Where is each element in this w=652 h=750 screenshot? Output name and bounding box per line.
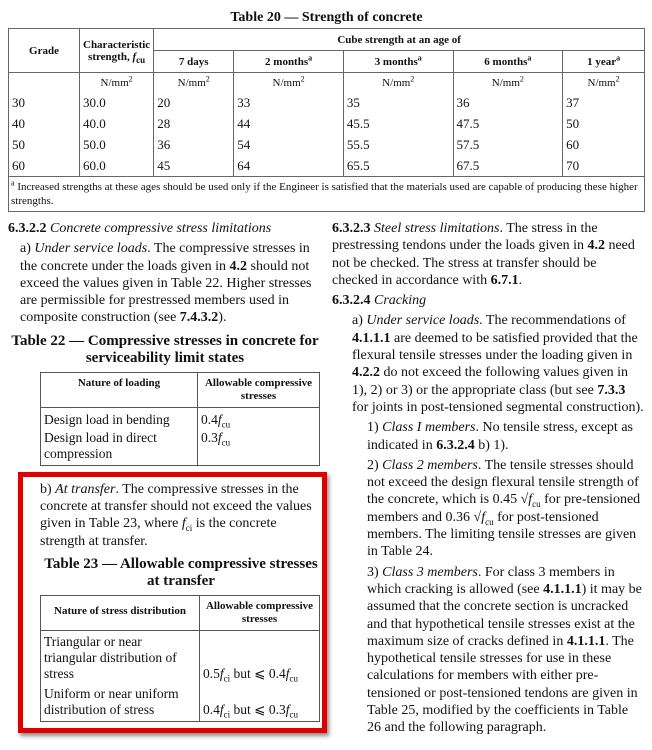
text-run: f [285, 701, 290, 717]
text-run: 2) [367, 457, 383, 473]
table-cell: 45 [154, 155, 234, 177]
left-column [8, 220, 322, 740]
paragraph-class-2 [367, 457, 644, 561]
text-run: 6.3.2.4 [332, 293, 374, 309]
text-run: 6.7.1 [490, 272, 519, 288]
text-run: are deemed to be satisfied provided that the flexural tensile stresses under the loading given in [352, 330, 638, 364]
text-run: cu [485, 516, 494, 527]
table-cell: 36 [453, 92, 563, 113]
paragraph-class-1 [367, 419, 644, 454]
table-cell: 33 [234, 92, 344, 113]
table-cell: 40.0 [80, 113, 154, 134]
text-run: b) 1). [474, 437, 509, 453]
text-run: 4.2.2 [352, 365, 380, 381]
text-run: ). [218, 310, 227, 326]
header-allowable-stresses: Allowable compressive stresses [200, 595, 320, 630]
text-run: . The recommendations of [479, 313, 626, 329]
text-run: 0.5 [203, 665, 220, 681]
text-run: ci [223, 709, 231, 720]
header-nature-of-stress-distribution: Nature of stress distribution [41, 595, 200, 630]
table-cell: 65.5 [343, 155, 453, 177]
table-20 [8, 28, 645, 212]
table-row: Triangular or near triangular distribution of stress $0.5f_{ci}$ but ⩽ $0.4f_{cu}$ [41, 630, 320, 683]
text-run: Class 3 members [382, 564, 478, 580]
text-run: need not be checked. The stress at transfer should be checked in accordance with [332, 238, 635, 288]
text-run: should not exceed the values given in Table 22. Higher stresses are permissible for prestressed members used in composite construction (see [20, 258, 312, 326]
table-23-title: Table 23 — Allowable compressive stresses at transfer [44, 555, 318, 589]
text-run: 4.1.1.1 [566, 633, 606, 649]
text-run: 6.3.2.2 [8, 221, 50, 236]
table-22 [40, 372, 320, 466]
text-run: . The stress in the prestressing tendons under the loads given in [332, 221, 598, 254]
table-row: Design load in bending $0.4f_{cu}$ [41, 407, 320, 429]
table-cell: 36 [154, 134, 234, 155]
text-run: f [528, 492, 533, 508]
text-run: 7.3.3 [597, 382, 626, 398]
heading-6-3-2-4 [332, 292, 644, 309]
text-run: cu [532, 499, 541, 510]
header-characteristic-strength: Characteristic strength, $f_{cu}$ [80, 29, 154, 73]
unit-cell [9, 73, 80, 93]
table-cell: 37 [563, 92, 645, 113]
table-cell: 35 [343, 92, 453, 113]
table-row [9, 134, 645, 155]
text-run: for pre-tensioned members and 0.36 √ [367, 492, 641, 525]
table-cell: 60 [563, 134, 645, 155]
text-run: Steel stress limitations [374, 221, 500, 236]
table-20-title: Table 20 — Strength of concrete [230, 10, 423, 25]
unit-cell: $N/mm^2$ [154, 73, 234, 93]
text-run: ) it may be assumed that the concrete section is uncracked and that hypothetical tensile stresses exist at the maximum size of cracks defined in [367, 581, 642, 649]
table-cell: 30 [12, 94, 25, 110]
text-run: ci [223, 673, 231, 684]
paragraph-cracking-service-loads [352, 312, 644, 416]
text-run: a) [20, 241, 35, 257]
table-cell: 40 [12, 115, 25, 131]
text-run: f [481, 509, 486, 525]
text-run: but ⩽ 0.3 [230, 701, 286, 717]
table-22-title: Table 22 — Compressive stresses in concrete for serviceability limit states [11, 332, 319, 366]
paragraph-at-transfer [40, 481, 322, 550]
table-row: Design load in direct compression $0.3f_{cu}$ [41, 429, 320, 466]
table-cell: 54 [234, 134, 344, 155]
table-23 [40, 595, 320, 722]
text-run: is the concrete strength at transfer. [40, 516, 277, 549]
table-cell: 60.0 [80, 155, 154, 177]
table-cell: 50 [563, 113, 645, 134]
text-run: 6.3.2.3 [332, 221, 374, 236]
header-nature-of-loading: Nature of loading [41, 372, 198, 407]
text-run: for joints in post-tensioned segmental construction). [352, 399, 644, 415]
table-row: Uniform or near uniform distribution of stress $0.4f_{ci}$ but ⩽ $0.3f_{cu}$ [41, 683, 320, 722]
table-20-footnote: $^a$ Increased strengths at these ages should be used only if the Engineer is satisfied that the materials used are capable of producing these higher strengths. [9, 177, 645, 212]
table-cell: 57.5 [453, 134, 563, 155]
text-run: . The hypothetical tensile stresses for use in these calculations for members with either pre-tensioned or post-tensioned tendons are given in Table 25, modified by the coefficients in Table 26 and the following paragraph. [367, 633, 638, 736]
text-run: 7.4.3.2 [179, 310, 219, 326]
table-row [9, 92, 645, 113]
table-cell: 45.5 [343, 113, 453, 134]
paragraph-class-3 [367, 564, 644, 737]
text-run: . The compressive stresses in the concrete under the loads given in [20, 241, 310, 274]
paragraph-under-service-loads [20, 240, 322, 326]
text-run: f [181, 516, 186, 532]
text-run: 4.1.1.1 [543, 581, 582, 597]
text-run: . No tensile stress, except as indicated in [367, 420, 633, 453]
right-column [332, 220, 644, 740]
text-run: Under service loads [366, 313, 480, 329]
text-run: Cracking [374, 293, 427, 309]
header-grade: Grade [9, 29, 80, 73]
text-run: a) [352, 313, 367, 329]
table-cell: 70 [563, 155, 645, 177]
text-run: do not exceed the following values given in 1), 2) or 3) or the appropriate class (but see [352, 365, 629, 398]
table-row [9, 155, 645, 177]
table-cell: 50 [12, 136, 25, 152]
text-run: f [285, 665, 290, 681]
text-run: At transfer [55, 481, 116, 497]
text-run: Class I members [382, 420, 476, 436]
text-run: cu [289, 709, 298, 720]
table-cell: 28 [154, 113, 234, 134]
table-cell: 55.5 [343, 134, 453, 155]
header-age: 6 months$^a$ [453, 51, 563, 73]
text-run: ci [185, 523, 193, 534]
paragraph-6-3-2-3 [332, 220, 644, 289]
text-run: . For class 3 members in which cracking is allowed (see [367, 564, 615, 597]
table-cell: 20 [154, 92, 234, 113]
unit-cell: $N/mm^2$ [563, 73, 645, 93]
unit-cell: $N/mm^2$ [80, 73, 154, 93]
text-run: 6.3.2.4 [436, 437, 475, 453]
unit-cell: $N/mm^2$ [343, 73, 453, 93]
header-allowable-stresses: Allowable compressive stresses [198, 372, 320, 407]
text-run: 1) [367, 420, 383, 436]
table-cell: 60 [12, 157, 25, 173]
unit-cell: $N/mm^2$ [234, 73, 344, 93]
text-run: for post-tensioned members. The limiting tensile stresses are given in Table 24. [367, 509, 637, 560]
table-row [9, 113, 645, 134]
table-cell: 30.0 [80, 92, 154, 113]
text-run: 0.4 [203, 701, 220, 717]
text-run: Concrete compressive stress limitations [50, 221, 272, 236]
text-run: 3) [367, 564, 383, 580]
header-age: 2 months$^a$ [234, 51, 344, 73]
unit-cell: $N/mm^2$ [453, 73, 563, 93]
table-cell: 50.0 [80, 134, 154, 155]
text-run: . The tensile stresses should not exceed the design flexural tensile strength of the concrete, which is 0.45 √ [367, 457, 639, 508]
text-run: cu [289, 673, 298, 684]
text-run: b) [40, 481, 56, 497]
highlight-box [18, 472, 327, 733]
text-run: 4.2 [229, 258, 248, 274]
text-run: but ⩽ 0.4 [230, 665, 286, 681]
text-run: . The compressive stresses in the concrete at transfer should not exceed the values given in Table 23, where [40, 481, 312, 532]
table-cell: 44 [234, 113, 344, 134]
table-cell: 64 [234, 155, 344, 177]
text-run: f [219, 701, 224, 717]
header-age: 1 year$^a$ [563, 51, 645, 73]
header-age: 3 months$^a$ [343, 51, 453, 73]
text-run: Class 2 members [382, 457, 478, 473]
heading-6-3-2-2 [8, 220, 322, 237]
text-run: 4.2 [587, 238, 605, 254]
text-run: 4.1.1.1 [352, 330, 391, 346]
text-run: Under service loads [34, 241, 148, 257]
header-cube-strength: Cube strength at an age of [154, 29, 645, 51]
text-run: f [219, 665, 224, 681]
header-age: 7 days [154, 51, 234, 73]
text-run: . [518, 272, 523, 288]
table-cell: 47.5 [453, 113, 563, 134]
table-cell: 67.5 [453, 155, 563, 177]
